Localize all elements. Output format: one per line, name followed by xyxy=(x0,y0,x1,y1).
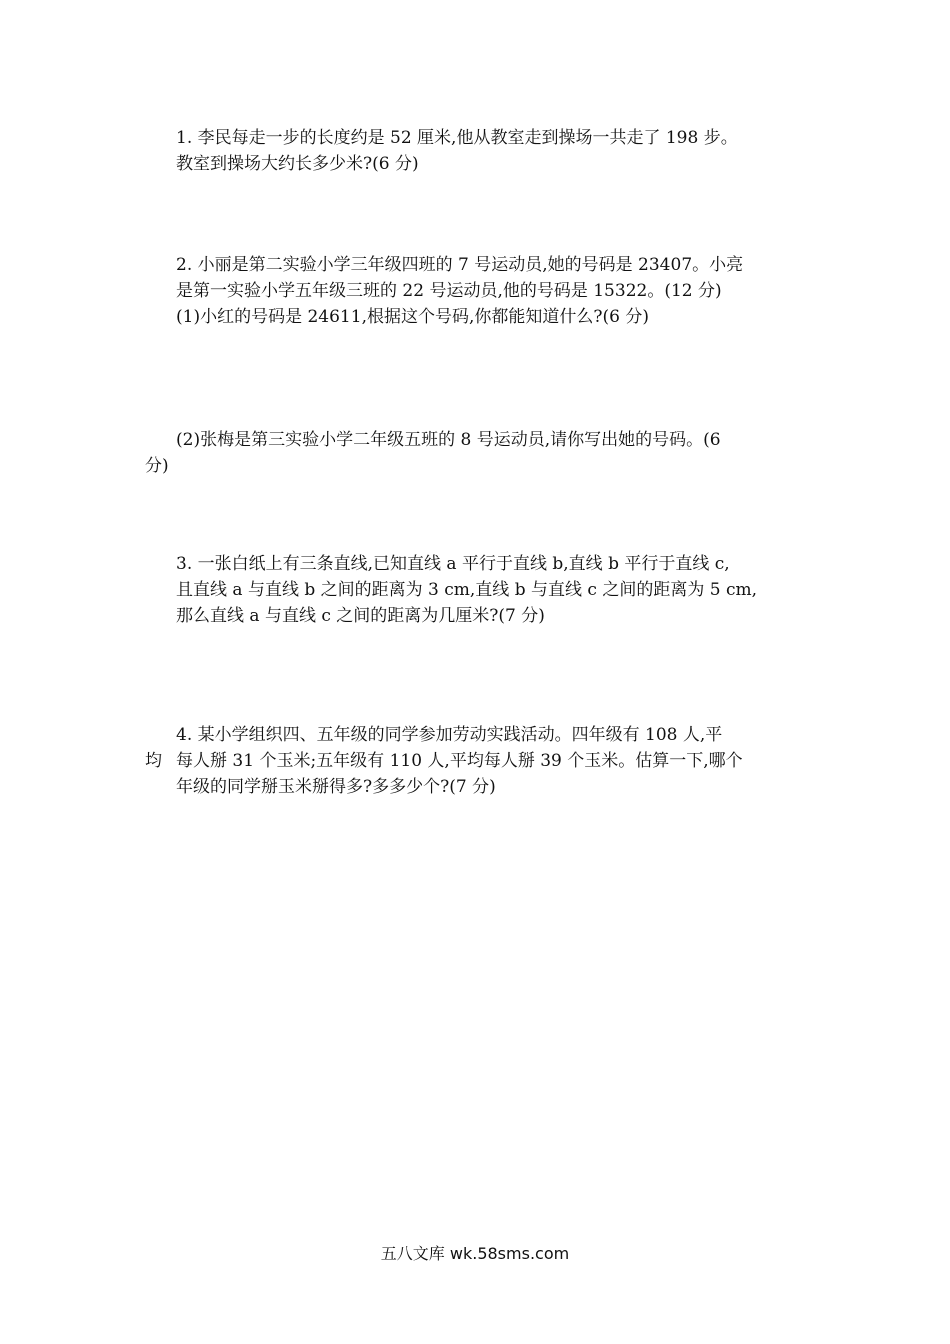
question-3-line-3: 那么直线 a 与直线 c 之间的距离为几厘米?(7 分) xyxy=(176,606,545,626)
question-2-sub-1: (1)小红的号码是 24611,根据这个号码,你都能知道什么?(6 分) xyxy=(176,307,649,327)
question-1-line-2: 教室到操场大约长多少米?(6 分) xyxy=(176,154,419,174)
footer-watermark: 五八文库 wk.58sms.com xyxy=(380,1244,570,1263)
question-1-line-1: 1. 李民每走一步的长度约是 52 厘米,他从教室走到操场一共走了 198 步。 xyxy=(176,128,738,148)
question-4-line-2-lead: 均 xyxy=(145,751,162,771)
question-4-line-2: 每人掰 31 个玉米;五年级有 110 人,平均每人掰 39 个玉米。估算一下,哪个 xyxy=(176,751,743,771)
question-3-line-1: 3. 一张白纸上有三条直线,已知直线 a 平行于直线 b,直线 b 平行于直线 c, xyxy=(176,554,730,574)
question-2-line-2: 是第一实验小学五年级三班的 22 号运动员,他的号码是 15322。(12 分) xyxy=(176,281,722,301)
question-2-sub-2-line-2: 分) xyxy=(145,456,169,476)
question-4-line-1: 4. 某小学组织四、五年级的同学参加劳动实践活动。四年级有 108 人,平 xyxy=(176,725,723,745)
question-2-sub-2-line-1: (2)张梅是第三实验小学二年级五班的 8 号运动员,请你写出她的号码。(6 xyxy=(176,430,721,450)
question-3-line-2: 且直线 a 与直线 b 之间的距离为 3 cm,直线 b 与直线 c 之间的距离为 5 cm, xyxy=(176,580,757,600)
question-4-line-3: 年级的同学掰玉米掰得多?多多少个?(7 分) xyxy=(176,777,496,797)
question-2-line-1: 2. 小丽是第二实验小学三年级四班的 7 号运动员,她的号码是 23407。小亮 xyxy=(176,255,744,275)
